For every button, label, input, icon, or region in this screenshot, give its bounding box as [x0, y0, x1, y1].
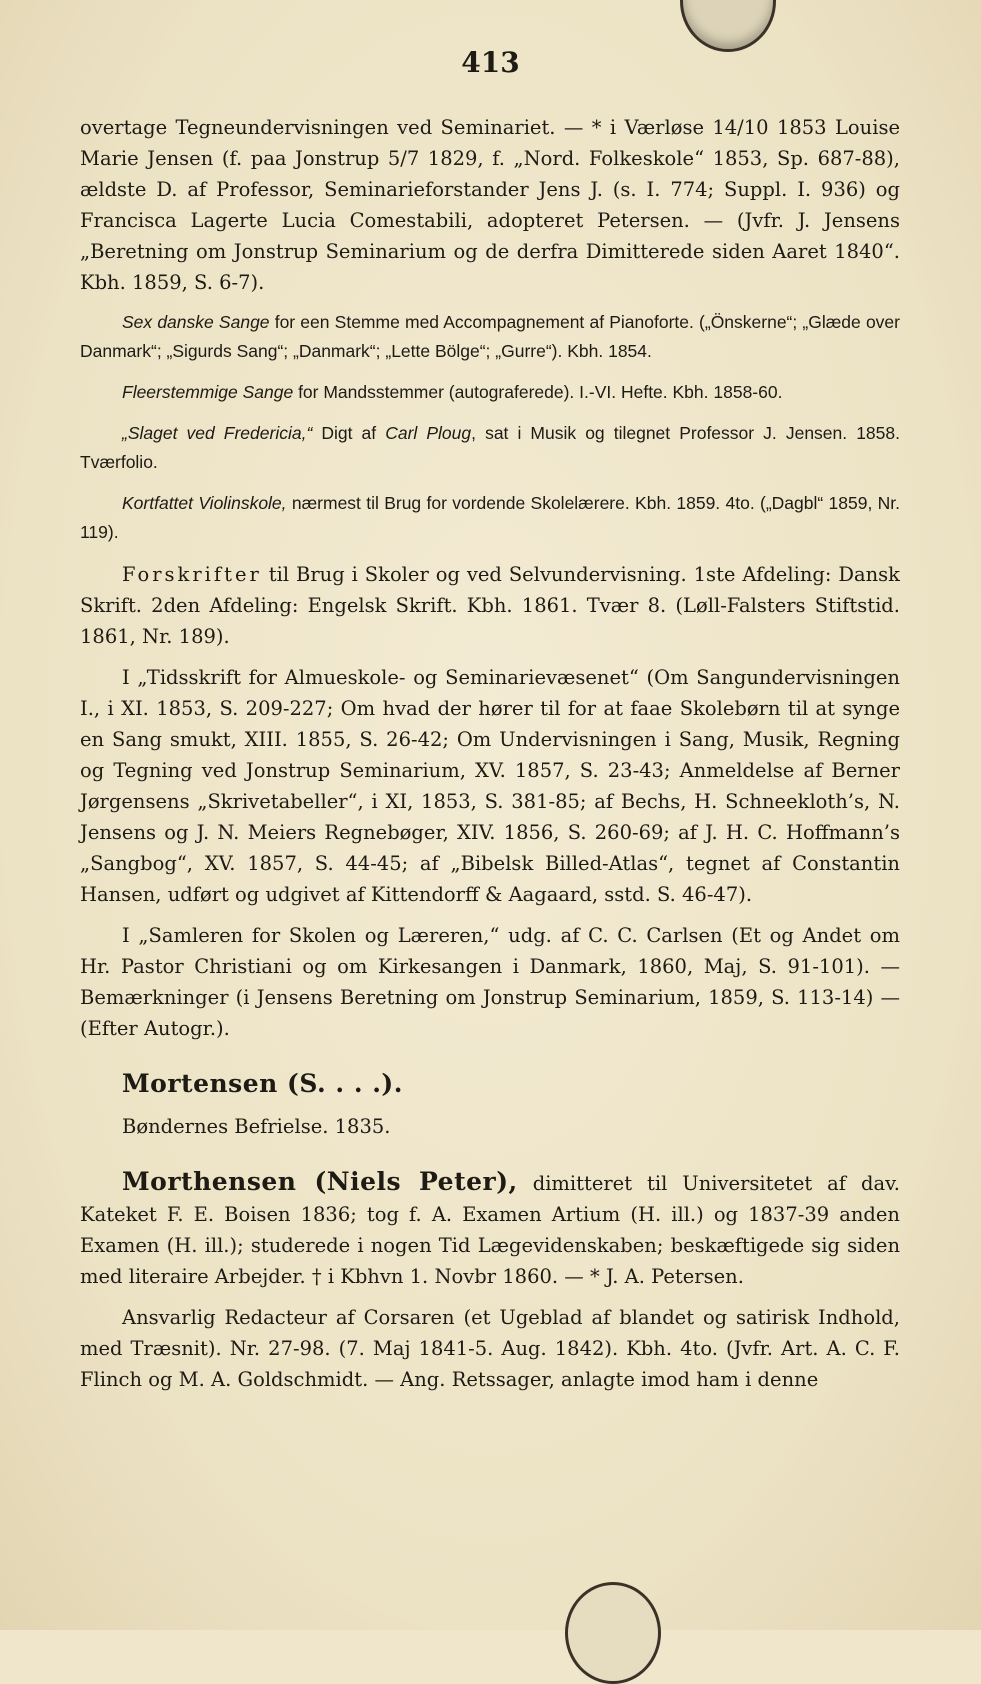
entry-text: til Brug i Skoler og ved Selvundervisning. 1ste Afdeling: Dansk Skrift. 2den Afdeling: Engelsk Skrift. Kbh. 1861. Tvær 8. (Løll-Falsters Stiftstid. 1861, Nr. 189). — [80, 563, 900, 648]
entry-bondernes-befrielse: Bøndernes Befrielse. 1835. — [122, 1115, 391, 1138]
entry-text: dimitteret til Universitetet af dav. Kateket F. E. Boisen 1836; tog f. A. Examen Artium (H. ill.) og 1837-39 anden Examen (H. ill.); studerede i nogen Tid Lægevidenskaben; beskæftigede sig siden med literaire Arbejder. † i Kbhvn 1. Novbr 1860. — * J. A. Petersen. — [80, 1172, 900, 1288]
entry-text: for een Stemme med Accompagnement af Pianoforte. („Önskerne“; „Glæde over Danmark“; „Sigurds Sang“; „Danmark“; „Lette Bölge“; „Gurre“). Kbh. 1854. — [80, 312, 900, 361]
page-number: 413 — [461, 46, 520, 79]
entry-text: nærmest til Brug for vordende Skolelærere. Kbh. 1859. 4to. („Dagbl“ 1859, Nr. 119). — [80, 493, 901, 542]
entry-text-continued: , sat i Musik og tilegnet Professor J. Jensen. 1858. Tværfolio. — [80, 423, 900, 472]
entry-title: Fleerstemmige Sange — [122, 382, 294, 402]
paragraph-corsaren: Ansvarlig Redacteur af Corsaren (et Ugeblad af blandet og satirisk Indhold, med Træsnit). Nr. 27-98. (7. Maj 1841-5. Aug. 1842). Kbh. 4to. (Jvfr. Art. A. C. F. Flinch og M. A. Goldschmidt. — Ang. Retssager, anlagte imod ham i denne — [80, 1306, 900, 1391]
entry-title: Sex danske Sange — [122, 312, 270, 332]
entry-heading: Morthensen (Niels Peter), — [122, 1167, 518, 1196]
entry-slaget-ved-fredericia — [80, 419, 900, 477]
heading-mortensen — [80, 1068, 900, 1101]
entry-title: „Slaget ved Fredericia,“ — [122, 423, 313, 443]
page-hole-top — [680, 0, 776, 52]
entry-morthensen — [80, 1166, 900, 1292]
paragraph-jensen-biography: overtage Tegneundervisningen ved Seminariet. — * i Værløse 14/10 1853 Louise Marie Jensen (f. paa Jonstrup 5/7 1829, f. „Nord. Folkeskole“ 1853, Sp. 687-88), ældste D. af Professor, Seminarieforstander Jens J. (s. I. 774; Suppl. I. 936) og Francisca Lagerte Lucia Comestabili, adopteret Petersen. — (Jvfr. J. Jensens „Beretning om Jonstrup Seminarium og de derfra Dimitterede siden Aaret 1840“. Kbh. 1859, S. 6-7). — [80, 116, 900, 294]
entry-text: Digt af — [312, 423, 386, 443]
page-hole-bottom — [565, 1582, 661, 1684]
entry-text: for Mandsstemmer (autograferede). I.-VI. Hefte. Kbh. 1858-60. — [293, 382, 783, 402]
entry-kortfattet-violinskole — [80, 489, 900, 547]
entry-heading: Mortensen (S. . . .). — [122, 1069, 403, 1098]
page-text — [80, 112, 900, 1405]
paragraph-samleren: I „Samleren for Skolen og Læreren,“ udg. af C. C. Carlsen (Et og Andet om Hr. Pastor Christiani og om Kirkesangen i Danmark, 1860, Maj, S. 91-101). — Bemærkninger (i Jensens Beretning om Jonstrup Seminarium, 1859, S. 113-14) — (Efter Autogr.). — [80, 924, 900, 1040]
entry-sex-danske-sange — [80, 308, 900, 366]
entry-title: Kortfattet Violinskole, — [122, 493, 287, 513]
entry-title: Forskrifter — [122, 563, 262, 586]
paragraph-tidsskrift: I „Tidsskrift for Almueskole- og Seminarievæsenet“ (Om Sangundervisningen I., i XI. 1853, S. 209-227; Om hvad der hører til for at faae Skolebørn til at synge en Sang smukt, XIII. 1855, S. 26-42; Om Undervisningen i Sang, Musik, Regning og Tegning ved Jonstrup Seminarium, XV. 1857, S. 23-43; Anmeldelse af Berner Jørgensens „Skrivetabeller“, i XI, 1853, S. 381-85; af Bechs, H. Schneekloth’s, N. Jensens og J. N. Meiers Regnebøger, XIV. 1856, S. 260-69; af J. H. C. Hoffmann’s „Sangbog“, XV. 1857, S. 44-45; af „Bibelsk Billed-Atlas“, tegnet af Constantin Hansen, udført og udgivet af Kittendorff & Aagaard, sstd. S. 46-47). — [80, 666, 900, 906]
entry-forskrifter — [80, 559, 900, 652]
entry-fleerstemmige-sange — [80, 378, 900, 407]
entry-author: Carl Ploug — [385, 423, 472, 443]
